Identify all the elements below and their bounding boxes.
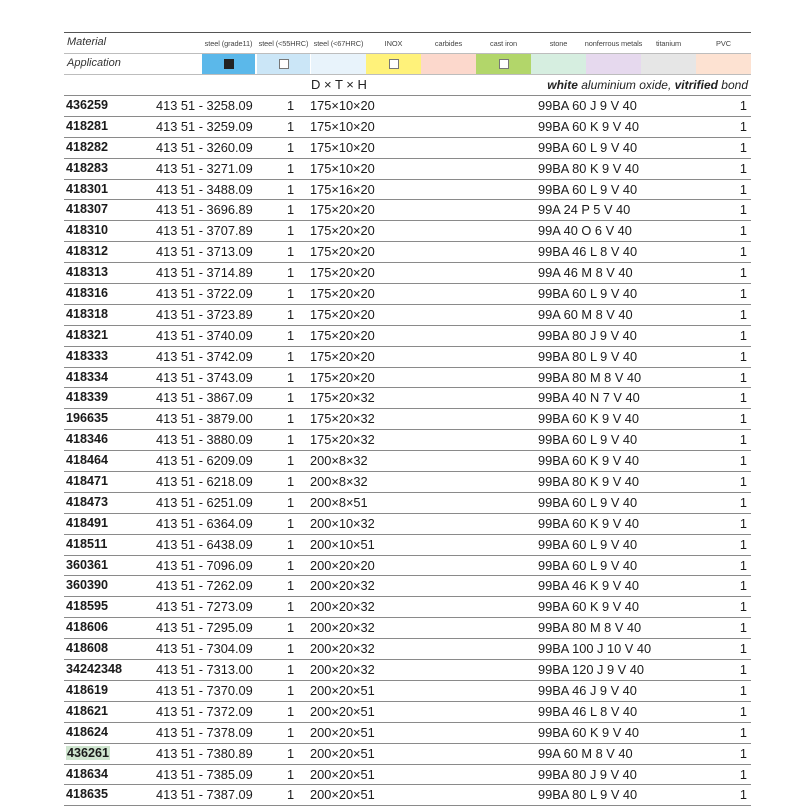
- product-rows: [64, 95, 751, 806]
- article-number: 418333: [66, 348, 109, 363]
- order-code: 413 51 - 3723.89: [156, 306, 253, 322]
- abrasive-spec: 99BA 60 K 9 V 40: [538, 724, 640, 740]
- order-code: 413 51 - 3713.09: [156, 244, 253, 260]
- article-number: 418316: [66, 286, 109, 301]
- dimensions: 175×16×20: [310, 181, 375, 197]
- abrasive-spec: 99BA 60 K 9 V 40: [538, 118, 640, 134]
- dimensions: 175×20×20: [310, 265, 375, 281]
- quantity: 1: [739, 766, 747, 782]
- order-code: 413 51 - 6364.09: [156, 515, 253, 531]
- article-number: 418608: [66, 641, 109, 656]
- order-code: 413 51 - 3879.00: [156, 411, 253, 427]
- material-cell: carbides: [434, 38, 463, 48]
- article-number: 418624: [66, 724, 109, 739]
- article-number: 418473: [66, 494, 109, 509]
- dimensions: 200×20×32: [310, 599, 375, 615]
- dimensions: 200×10×51: [310, 536, 375, 552]
- quantity: 1: [739, 390, 747, 406]
- material-cell: stone: [549, 38, 568, 48]
- order-code: 413 51 - 6209.09: [156, 453, 253, 469]
- article-number: 418283: [66, 160, 109, 175]
- article-number: 418511: [66, 536, 108, 551]
- table-row: [64, 283, 751, 304]
- table-row: [64, 659, 751, 680]
- application-label: Application: [67, 57, 121, 69]
- abrasive-spec: 99BA 80 L 9 V 40: [538, 348, 638, 364]
- article-number: 418619: [66, 682, 109, 697]
- dimensions: 200×20×51: [310, 787, 375, 803]
- quantity: 1: [739, 244, 747, 260]
- pack-quantity: 1: [287, 578, 295, 594]
- dimensions: 200×20×51: [310, 745, 375, 761]
- pack-quantity: 1: [287, 724, 295, 740]
- abrasive-spec: 99BA 60 L 9 V 40: [538, 286, 638, 302]
- order-code: 413 51 - 7372.09: [156, 703, 253, 719]
- application-row: [64, 54, 751, 75]
- article-number: 418307: [66, 202, 109, 217]
- table-row: [64, 513, 751, 534]
- material-cell: nonferrous metals: [584, 38, 643, 48]
- order-code: 413 51 - 7380.89: [156, 745, 253, 761]
- table-row: [64, 304, 751, 325]
- dimensions: 200×20×51: [310, 703, 375, 719]
- article-number: 418346: [66, 432, 109, 447]
- dimensions: 200×8×32: [310, 474, 368, 490]
- order-code: 413 51 - 6218.09: [156, 474, 253, 490]
- order-code: 413 51 - 6251.09: [156, 494, 253, 510]
- article-number: 196635: [66, 411, 109, 426]
- abrasive-spec: 99BA 120 J 9 V 40: [538, 662, 645, 678]
- table-row: [64, 471, 751, 492]
- dimensions: 200×20×51: [310, 766, 375, 782]
- abrasive-spec: 99BA 80 K 9 V 40: [538, 474, 640, 490]
- abrasive-spec: 99BA 60 L 9 V 40: [538, 494, 638, 510]
- pack-quantity: 1: [287, 160, 295, 176]
- pack-quantity: 1: [287, 662, 295, 678]
- quantity: 1: [739, 474, 747, 490]
- empty-square-icon: [499, 59, 509, 69]
- article-number: 418321: [66, 327, 109, 342]
- table-row: [64, 199, 751, 220]
- dimensions: 200×20×32: [310, 578, 375, 594]
- order-code: 413 51 - 3714.89: [156, 265, 253, 281]
- article-number: 418281: [66, 118, 109, 133]
- quantity: 1: [739, 160, 747, 176]
- order-code: 413 51 - 7385.09: [156, 766, 253, 782]
- abrasive-spec: 99BA 40 N 7 V 40: [538, 390, 640, 406]
- table-row: [64, 241, 751, 262]
- pack-quantity: 1: [287, 599, 295, 615]
- order-code: 413 51 - 7273.09: [156, 599, 253, 615]
- quantity: 1: [739, 202, 747, 218]
- order-code: 413 51 - 3258.09: [156, 98, 253, 113]
- material-cell: steel (<67HRC): [313, 38, 364, 48]
- article-number: 418334: [66, 369, 109, 384]
- quantity: 1: [739, 369, 747, 385]
- abrasive-spec: 99BA 60 K 9 V 40: [538, 453, 640, 469]
- dimensions: 175×20×20: [310, 369, 375, 385]
- dimensions: 200×8×51: [310, 494, 368, 510]
- table-row: [64, 534, 751, 555]
- abrasive-spec: 99BA 60 K 9 V 40: [538, 515, 640, 531]
- quantity: 1: [739, 662, 747, 678]
- pack-quantity: 1: [287, 181, 295, 197]
- abrasive-spec: 99BA 80 K 9 V 40: [538, 160, 640, 176]
- dimensions: 175×20×20: [310, 202, 375, 218]
- material-row: [64, 33, 751, 54]
- pack-quantity: 1: [287, 536, 295, 552]
- pack-quantity: 1: [287, 557, 295, 573]
- abrasive-spec: 99BA 46 L 8 V 40: [538, 703, 638, 719]
- article-number: 418471: [66, 474, 109, 489]
- order-code: 413 51 - 3722.09: [156, 286, 253, 302]
- quantity: 1: [739, 327, 747, 343]
- abrasive-spec: 99A 60 M 8 V 40: [538, 306, 633, 322]
- dimensions: 200×20×51: [310, 682, 375, 698]
- quantity: 1: [739, 787, 747, 803]
- dimensions: 200×20×32: [310, 620, 375, 636]
- article-number: 418282: [66, 139, 109, 154]
- product-table: [64, 32, 751, 806]
- dimensions: 175×10×20: [310, 160, 375, 176]
- order-code: 413 51 - 7378.09: [156, 724, 253, 740]
- abrasive-spec: 99BA 60 L 9 V 40: [538, 557, 638, 573]
- table-row: [64, 137, 751, 158]
- pack-quantity: 1: [287, 202, 295, 218]
- dimensions: 175×20×20: [310, 306, 375, 322]
- pack-quantity: 1: [287, 745, 295, 761]
- table-row: [64, 575, 751, 596]
- pack-quantity: 1: [287, 411, 295, 427]
- abrasive-spec: 99BA 60 K 9 V 40: [538, 411, 640, 427]
- pack-quantity: 1: [287, 787, 295, 803]
- pack-quantity: 1: [287, 682, 295, 698]
- table-row: [64, 743, 751, 764]
- quantity: 1: [739, 641, 747, 657]
- order-code: 413 51 - 7313.00: [156, 662, 253, 678]
- pack-quantity: 1: [287, 369, 295, 385]
- quantity: 1: [739, 118, 747, 134]
- dimensions: 175×20×20: [310, 286, 375, 302]
- article-number: 418595: [66, 599, 109, 614]
- pack-quantity: 1: [287, 139, 295, 155]
- material-cell: cast iron: [489, 38, 518, 48]
- table-row: [64, 95, 751, 116]
- material-cell: steel (grade11): [204, 38, 253, 48]
- table-row: [64, 638, 751, 659]
- abrasive-spec: 99BA 100 J 10 V 40: [538, 641, 652, 657]
- table-row: [64, 784, 751, 806]
- application-cell: [421, 54, 476, 74]
- order-code: 413 51 - 7096.09: [156, 557, 253, 573]
- abrasive-spec: 99A 46 M 8 V 40: [538, 265, 633, 281]
- pack-quantity: 1: [287, 432, 295, 448]
- table-row: [64, 262, 751, 283]
- article-number: 418310: [66, 223, 109, 238]
- quantity: 1: [739, 724, 747, 740]
- quantity: 1: [739, 745, 747, 761]
- quantity: 1: [739, 620, 747, 636]
- table-row: [64, 179, 751, 200]
- dimensions: 175×20×20: [310, 327, 375, 343]
- abrasive-spec: 99BA 80 M 8 V 40: [538, 369, 642, 385]
- table-row: [64, 764, 751, 785]
- dimensions: 175×10×20: [310, 118, 375, 134]
- order-code: 413 51 - 3488.09: [156, 181, 253, 197]
- abrasive-spec: 99BA 60 L 9 V 40: [538, 181, 638, 197]
- table-row: [64, 617, 751, 638]
- pack-quantity: 1: [287, 306, 295, 322]
- abrasive-spec: 99BA 60 L 9 V 40: [538, 536, 638, 552]
- article-number: 418464: [66, 453, 109, 468]
- pack-quantity: 1: [287, 244, 295, 260]
- table-row: [64, 220, 751, 241]
- article-number: 418621: [66, 703, 109, 718]
- dimensions: 175×10×20: [310, 139, 375, 155]
- quantity: 1: [739, 223, 747, 239]
- material-cell: PVC: [716, 38, 731, 48]
- table-row: [64, 429, 751, 450]
- abrasive-spec: 99BA 60 J 9 V 40: [538, 98, 637, 113]
- pack-quantity: 1: [287, 98, 295, 113]
- pack-quantity: 1: [287, 118, 295, 134]
- filled-square-icon: [224, 59, 234, 69]
- quantity: 1: [739, 181, 747, 197]
- pack-quantity: 1: [287, 515, 295, 531]
- abrasive-spec: 99BA 80 M 8 V 40: [538, 620, 642, 636]
- table-row: [64, 680, 751, 701]
- table-row: [64, 158, 751, 179]
- dimensions: 200×20×20: [310, 557, 375, 573]
- quantity: 1: [739, 348, 747, 364]
- pack-quantity: 1: [287, 286, 295, 302]
- article-number: 418635: [66, 787, 109, 802]
- material-cell: INOX: [384, 38, 403, 48]
- quantity: 1: [739, 536, 747, 552]
- article-number: 418301: [66, 181, 109, 196]
- table-row: [64, 701, 751, 722]
- abrasive-spec: 99BA 80 J 9 V 40: [538, 327, 637, 343]
- table-row: [64, 555, 751, 576]
- quantity: 1: [739, 682, 747, 698]
- pack-quantity: 1: [287, 348, 295, 364]
- quantity: 1: [739, 306, 747, 322]
- column-header-row: [64, 75, 751, 95]
- table-row: [64, 346, 751, 367]
- order-code: 413 51 - 3696.89: [156, 202, 253, 218]
- application-cell: [257, 54, 310, 74]
- table-row: [64, 450, 751, 471]
- table-row: [64, 408, 751, 429]
- pack-quantity: 1: [287, 265, 295, 281]
- application-cell: [531, 54, 586, 74]
- abrasive-spec: 99A 40 O 6 V 40: [538, 223, 632, 239]
- dimensions: 175×20×20: [310, 244, 375, 260]
- quantity: 1: [739, 557, 747, 573]
- pack-quantity: 1: [287, 327, 295, 343]
- pack-quantity: 1: [287, 703, 295, 719]
- dimensions: 200×20×32: [310, 641, 375, 657]
- quantity: 1: [739, 265, 747, 281]
- pack-quantity: 1: [287, 223, 295, 239]
- pack-quantity: 1: [287, 641, 295, 657]
- article-number: 34242348: [66, 662, 123, 677]
- abrasive-spec: 99BA 46 J 9 V 40: [538, 682, 637, 698]
- article-number: 418491: [66, 515, 109, 530]
- quantity: 1: [739, 411, 747, 427]
- dimensions: 175×20×32: [310, 390, 375, 406]
- article-number: 418634: [66, 766, 109, 781]
- abrasive-spec: 99BA 60 L 9 V 40: [538, 432, 638, 448]
- application-cell: [476, 54, 531, 74]
- dimensions: 200×20×32: [310, 662, 375, 678]
- order-code: 413 51 - 3742.09: [156, 348, 253, 364]
- pack-quantity: 1: [287, 494, 295, 510]
- quantity: 1: [739, 578, 747, 594]
- article-number: 360361: [66, 557, 109, 572]
- table-row: [64, 722, 751, 743]
- pack-quantity: 1: [287, 766, 295, 782]
- quantity: 1: [739, 599, 747, 615]
- pack-quantity: 1: [287, 620, 295, 636]
- order-code: 413 51 - 7387.09: [156, 787, 253, 803]
- pack-quantity: 1: [287, 474, 295, 490]
- table-row: [64, 367, 751, 388]
- order-code: 413 51 - 3259.09: [156, 118, 253, 134]
- quantity: 1: [739, 515, 747, 531]
- quantity: 1: [739, 453, 747, 469]
- application-cell: [366, 54, 421, 74]
- abrasive-spec: 99A 60 M 8 V 40: [538, 745, 633, 761]
- empty-square-icon: [279, 59, 289, 69]
- dimensions: 175×20×20: [310, 348, 375, 364]
- order-code: 413 51 - 3880.09: [156, 432, 253, 448]
- article-number: 418312: [66, 244, 109, 259]
- application-cell: [202, 54, 255, 74]
- dimensions: 175×10×20: [310, 98, 375, 113]
- quantity: 1: [739, 139, 747, 155]
- order-code: 413 51 - 3740.09: [156, 327, 253, 343]
- abrasive-spec: 99BA 46 K 9 V 40: [538, 578, 640, 594]
- order-code: 413 51 - 7304.09: [156, 641, 253, 657]
- dimension-header: D × T × H: [311, 77, 367, 92]
- table-row: [64, 325, 751, 346]
- abrasive-spec: 99BA 80 L 9 V 40: [538, 787, 638, 803]
- dimensions: 175×20×32: [310, 411, 375, 427]
- abrasive-spec: 99BA 60 L 9 V 40: [538, 139, 638, 155]
- quantity: 1: [739, 494, 747, 510]
- material-label: Material: [67, 36, 107, 48]
- order-code: 413 51 - 3707.89: [156, 223, 253, 239]
- table-row: [64, 492, 751, 513]
- abrasive-spec: 99BA 46 L 8 V 40: [538, 244, 638, 260]
- dimensions: 200×20×51: [310, 724, 375, 740]
- quantity: 1: [739, 98, 747, 113]
- order-code: 413 51 - 3867.09: [156, 390, 253, 406]
- pack-quantity: 1: [287, 453, 295, 469]
- quantity: 1: [739, 286, 747, 302]
- dimensions: 175×20×20: [310, 223, 375, 239]
- article-number: 436261: [67, 745, 110, 760]
- order-code: 413 51 - 3743.09: [156, 369, 253, 385]
- dimensions: 200×10×32: [310, 515, 375, 531]
- article-number: 418313: [66, 265, 109, 280]
- dimensions: 175×20×32: [310, 432, 375, 448]
- order-code: 413 51 - 3271.09: [156, 160, 253, 176]
- article-number: 360390: [66, 578, 109, 593]
- pack-quantity: 1: [287, 390, 295, 406]
- empty-square-icon: [389, 59, 399, 69]
- application-cell: [696, 54, 751, 74]
- order-code: 413 51 - 7370.09: [156, 682, 253, 698]
- article-number: 418318: [66, 306, 109, 321]
- abrasive-spec-header: white aluminium oxide, vitrified bond: [547, 78, 748, 92]
- order-code: 413 51 - 7262.09: [156, 578, 253, 594]
- order-code: 413 51 - 6438.09: [156, 536, 253, 552]
- table-row: [64, 387, 751, 408]
- material-cell: titanium: [655, 38, 682, 48]
- application-cell: [311, 54, 366, 74]
- article-number: 418606: [66, 620, 109, 635]
- table-row: [64, 116, 751, 137]
- dimensions: 200×8×32: [310, 453, 368, 469]
- application-cell: [586, 54, 641, 74]
- application-cell: [641, 54, 696, 74]
- article-number: 418339: [66, 390, 109, 405]
- material-cell: steel (<55HRC): [258, 38, 309, 48]
- quantity: 1: [739, 432, 747, 448]
- abrasive-spec: 99A 24 P 5 V 40: [538, 202, 631, 218]
- table-row: [64, 596, 751, 617]
- article-number: 436259: [66, 98, 109, 112]
- order-code: 413 51 - 3260.09: [156, 139, 253, 155]
- order-code: 413 51 - 7295.09: [156, 620, 253, 636]
- abrasive-spec: 99BA 80 J 9 V 40: [538, 766, 637, 782]
- abrasive-spec: 99BA 60 K 9 V 40: [538, 599, 640, 615]
- quantity: 1: [739, 703, 747, 719]
